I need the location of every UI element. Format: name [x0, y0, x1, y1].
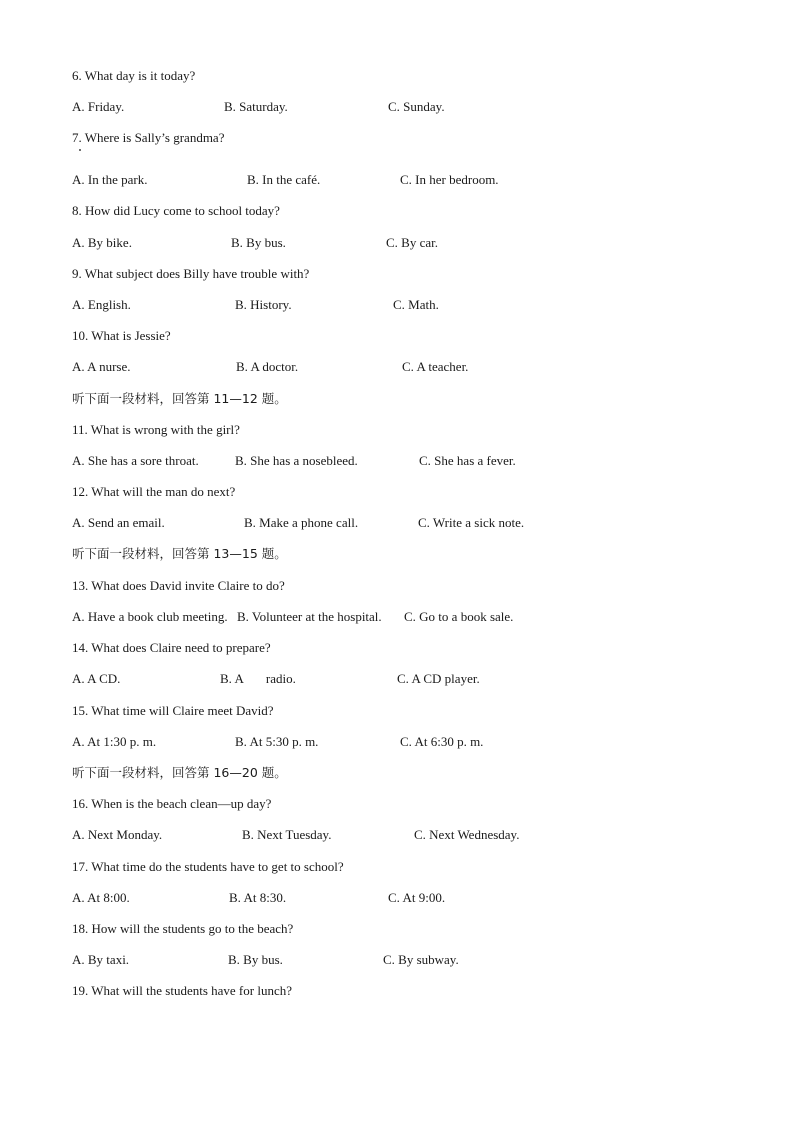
option-b: B. Make a phone call.: [244, 515, 359, 530]
option-a: A. Friday.: [72, 99, 125, 114]
option-a: A. Have a book club meeting.: [72, 609, 228, 624]
option-c: C. Sunday.: [388, 99, 445, 114]
option-c: C. At 9:00.: [388, 890, 446, 905]
option-b: B. By bus.: [231, 235, 286, 250]
option-c: C. In her bedroom.: [400, 172, 499, 187]
option-c: C. At 6:30 p. m.: [400, 734, 484, 749]
option-c: C. Next Wednesday.: [414, 827, 520, 842]
question-15: 15. What time will Claire meet David?: [72, 703, 274, 718]
question-12: 12. What will the man do next?: [72, 484, 236, 499]
question-11: 11. What is wrong with the girl?: [72, 422, 240, 437]
option-a: A. At 1:30 p. m.: [72, 734, 157, 749]
section-instruction: 听下面一段材料，回答第 16—20 题。: [72, 765, 287, 780]
question-14: 14. What does Claire need to prepare?: [72, 640, 271, 655]
option-b: B. At 8:30.: [229, 890, 287, 905]
option-a: A. By bike.: [72, 235, 132, 250]
option-a: A. At 8:00.: [72, 890, 130, 905]
option-a: A. She has a sore throat.: [72, 453, 199, 468]
question-6: 6. What day is it today?: [72, 68, 196, 83]
option-c: C. A teacher.: [402, 359, 469, 374]
option-b: B. A doctor.: [236, 359, 299, 374]
option-c: C. By car.: [386, 235, 438, 250]
option-a: A. By taxi.: [72, 952, 130, 967]
option-b: B. Volunteer at the hospital.: [237, 609, 382, 624]
option-c: C. Write a sick note.: [418, 515, 525, 530]
option-b: B. A radio.: [220, 671, 296, 686]
question-16: 16. When is the beach clean—up day?: [72, 796, 272, 811]
stray-dot: [79, 149, 81, 151]
section-instruction: 听下面一段材料，回答第 13—15 题。: [72, 546, 287, 561]
question-17: 17. What time do the students have to get to school?: [72, 859, 344, 874]
option-c: C. Math.: [393, 297, 439, 312]
option-b: B. History.: [235, 297, 292, 312]
option-c: C. A CD player.: [397, 671, 480, 686]
option-b: B. By bus.: [228, 952, 283, 967]
option-a: A. English.: [72, 297, 131, 312]
question-10: 10. What is Jessie?: [72, 328, 171, 343]
option-b: B. In the café.: [247, 172, 321, 187]
option-a: A. Next Monday.: [72, 827, 163, 842]
question-18: 18. How will the students go to the beach?: [72, 921, 294, 936]
question-19: 19. What will the students have for lunch?: [72, 983, 292, 998]
option-c: C. Go to a book sale.: [404, 609, 514, 624]
option-a: A. A CD.: [72, 671, 121, 686]
option-a: A. Send an email.: [72, 515, 165, 530]
option-b: B. Saturday.: [224, 99, 288, 114]
option-b: B. At 5:30 p. m.: [235, 734, 319, 749]
option-c: C. She has a fever.: [419, 453, 516, 468]
section-instruction: 听下面一段材料，回答第 11—12 题。: [72, 391, 287, 406]
option-a: A. A nurse.: [72, 359, 131, 374]
question-9: 9. What subject does Billy have trouble with?: [72, 266, 310, 281]
question-13: 13. What does David invite Claire to do?: [72, 578, 285, 593]
question-8: 8. How did Lucy come to school today?: [72, 203, 280, 218]
option-b: B. She has a nosebleed.: [235, 453, 358, 468]
question-7: 7. Where is Sally’s grandma?: [72, 130, 225, 145]
option-b: B. Next Tuesday.: [242, 827, 332, 842]
option-a: A. In the park.: [72, 172, 148, 187]
option-c: C. By subway.: [383, 952, 459, 967]
